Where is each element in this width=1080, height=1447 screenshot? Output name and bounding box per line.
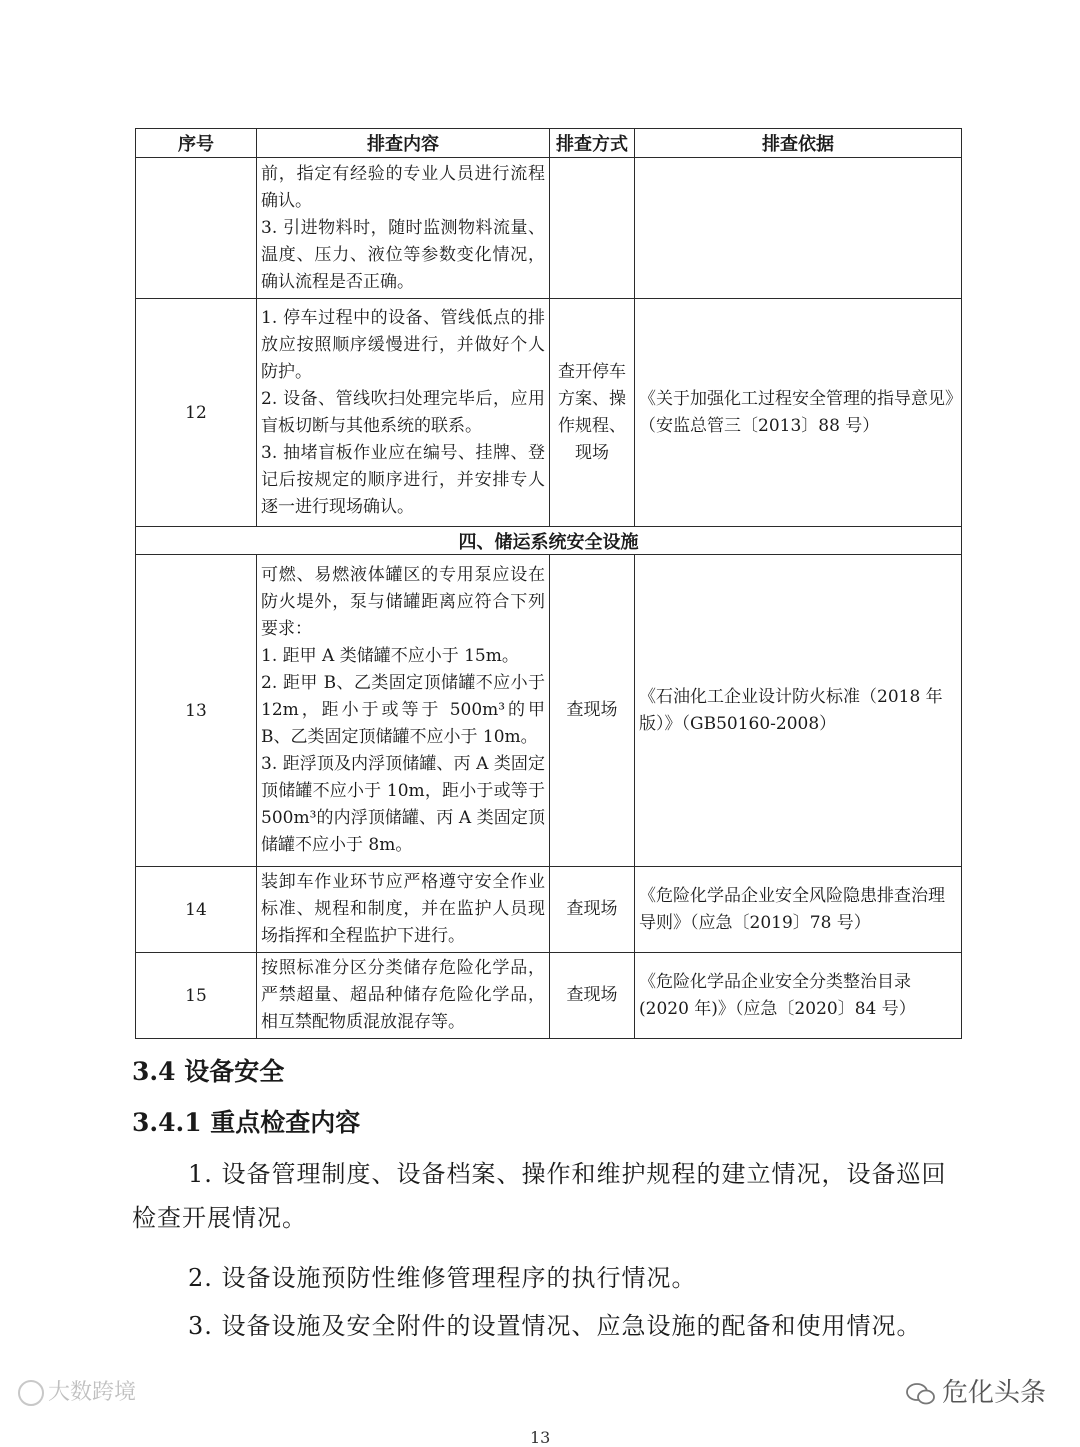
table-row bbox=[136, 953, 962, 1039]
content-line: 2. 设备、管线吹扫处理完毕后，应用盲板切断与其他系统的联系。 bbox=[261, 388, 545, 436]
row-basis: 《关于加强化工过程安全管理的指导意见》（安监总管三〔2013〕88 号） bbox=[635, 299, 962, 527]
content-line: 3. 距浮顶及内浮顶储罐、丙 A 类固定顶储罐不应小于 10m，距小于或等于 500m³的内浮顶储罐、丙 A 类固定顶储罐不应小于 8m。 bbox=[261, 754, 545, 855]
section-heading: 3.4 设备安全 bbox=[132, 1057, 285, 1086]
content-line: 3. 引进物料时，随时监测物料流量、温度、压力、液位等参数变化情况，确认流程是否正确。 bbox=[261, 217, 545, 292]
table-row bbox=[136, 158, 962, 299]
row-method bbox=[550, 158, 635, 299]
row-content bbox=[257, 299, 550, 527]
content-line: 1. 距甲 A 类储罐不应小于 15m。 bbox=[261, 646, 519, 666]
wechat-icon bbox=[906, 1383, 936, 1405]
row-number: 15 bbox=[136, 953, 257, 1039]
paragraph-text: 3. 设备设施及安全附件的设置情况、应急设施的配备和使用情况。 bbox=[188, 1312, 922, 1340]
row-method: 查现场 bbox=[550, 555, 635, 867]
header-no: 序号 bbox=[136, 129, 257, 158]
section-row bbox=[136, 527, 962, 555]
row-content bbox=[257, 158, 550, 299]
content-line: 2. 距甲 B、乙类固定顶储罐不应小于 12m，距小于或等于 500m³的甲 B、乙类固定顶储罐不应小于 10m。 bbox=[261, 673, 545, 747]
table-header-row bbox=[136, 129, 962, 158]
row-number: 12 bbox=[136, 299, 257, 527]
section-title: 四、储运系统安全设施 bbox=[136, 527, 962, 555]
table-row bbox=[136, 867, 962, 953]
table-row bbox=[136, 299, 962, 527]
header-method: 排查方式 bbox=[550, 129, 635, 158]
row-content bbox=[257, 555, 550, 867]
row-number: 13 bbox=[136, 555, 257, 867]
row-content bbox=[257, 953, 550, 1039]
row-basis: 《危险化学品企业安全风险隐患排查治理导则》（应急〔2019〕78 号） bbox=[635, 867, 962, 953]
content-line: 装卸车作业环节应严格遵守安全作业标准、规程和制度，并在监护人员现场指挥和全程监护下进行。 bbox=[261, 872, 545, 946]
table-row bbox=[136, 555, 962, 867]
paragraph-text: 2. 设备设施预防性维修管理程序的执行情况。 bbox=[188, 1264, 697, 1292]
subsection-heading: 3.4.1 重点检查内容 bbox=[132, 1108, 361, 1137]
body-paragraph bbox=[132, 1256, 952, 1300]
row-number bbox=[136, 158, 257, 299]
watermark-left: 大数跨境 bbox=[18, 1375, 136, 1406]
watermark-logo-icon bbox=[18, 1380, 44, 1406]
row-basis: 《石油化工企业设计防火标准（2018 年版）》（GB50160-2008） bbox=[635, 555, 962, 867]
header-basis: 排查依据 bbox=[635, 129, 962, 158]
row-content bbox=[257, 867, 550, 953]
body-paragraph bbox=[132, 1152, 952, 1240]
row-number: 14 bbox=[136, 867, 257, 953]
content-line: 3. 抽堵盲板作业应在编号、挂牌、登记后按规定的顺序进行，并安排专人逐一进行现场确认。 bbox=[261, 442, 545, 517]
body-paragraph bbox=[132, 1304, 952, 1348]
content-line: 1. 停车过程中的设备、管线低点的排放应按照顺序缓慢进行，并做好个人防护。 bbox=[261, 307, 545, 382]
page-number: 13 bbox=[530, 1428, 551, 1447]
content-line: 可燃、易燃液体罐区的专用泵应设在防火堤外，泵与储罐距离应符合下列要求： bbox=[261, 565, 545, 639]
content-line: 前，指定有经验的专业人员进行流程确认。 bbox=[261, 163, 545, 211]
row-basis: 《危险化学品企业安全分类整治目录(2020 年)》（应急〔2020〕84 号） bbox=[635, 953, 962, 1039]
row-method: 查现场 bbox=[550, 953, 635, 1039]
row-method: 查开停车方案、操作规程、现场 bbox=[550, 299, 635, 527]
row-basis bbox=[635, 158, 962, 299]
paragraph-text: 1. 设备管理制度、设备档案、操作和维护规程的建立情况，设备巡回检查开展情况。 bbox=[132, 1160, 947, 1232]
inspection-table bbox=[135, 128, 962, 1039]
row-method: 查现场 bbox=[550, 867, 635, 953]
content-line: 按照标准分区分类储存危险化学品，严禁超量、超品种储存危险化学品，相互禁配物质混放混存等。 bbox=[261, 958, 545, 1032]
watermark-right: 危化头条 bbox=[906, 1372, 1046, 1409]
header-content: 排查内容 bbox=[257, 129, 550, 158]
